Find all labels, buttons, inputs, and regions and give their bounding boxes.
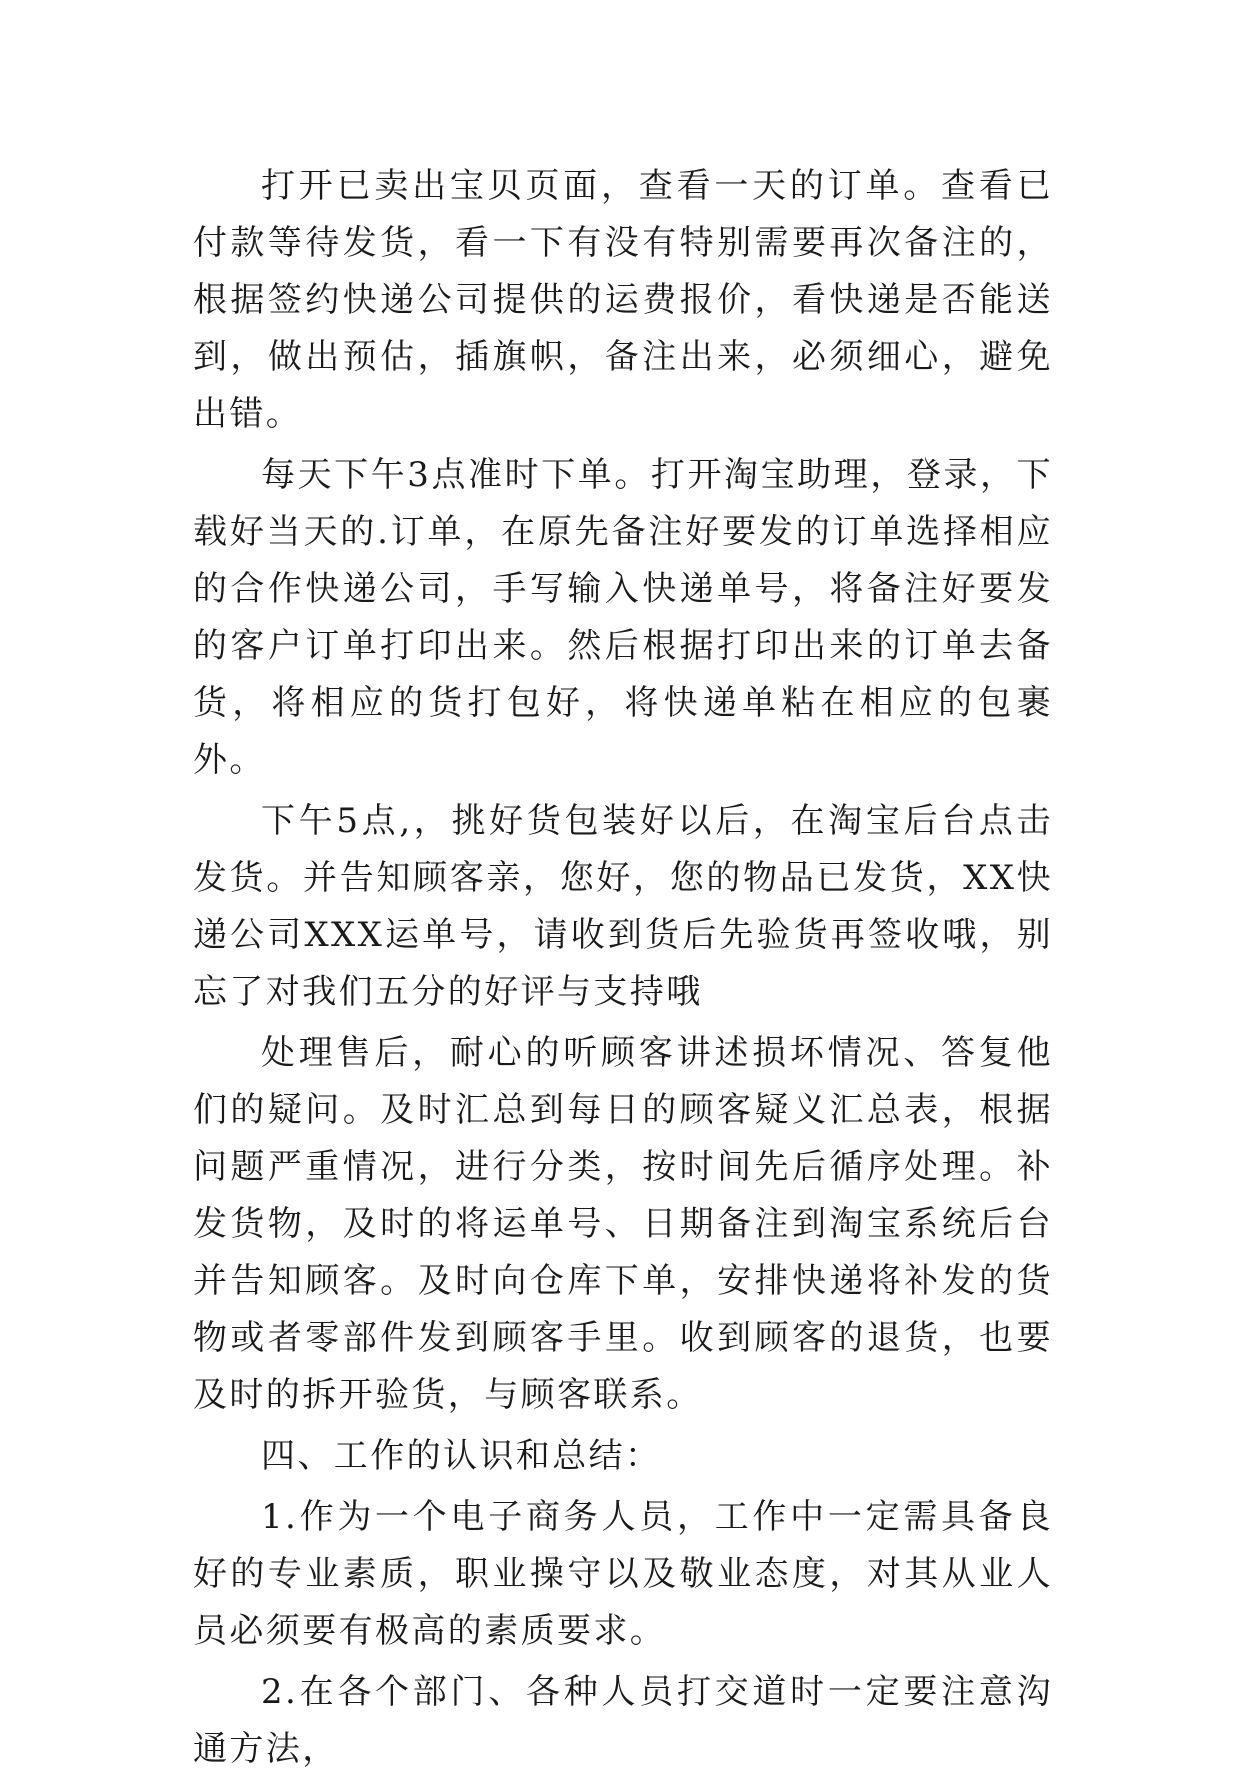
paragraph-check-orders: 打开已卖出宝贝页面，查看一天的订单。查看已付款等待发货，看一下有没有特别需要再次备注的，根据签约快递公司提供的运费报价，看快递是否能送到，做出预估，插旗帜，备注出来，必须细心，避免出错。 [193, 166, 1053, 434]
section-heading-summary: 四、工作的认识和总结： [261, 1436, 662, 1476]
paragraph-after-sales: 处理售后，耐心的听顾客讲述损坏情况、答复他们的疑问。及时汇总到每日的顾客疑义汇总表，根据问题严重情况，进行分类，按时间先后循序处理。补发货物，及时的将运单号、日期备注到淘宝系统后台并告知顾客。及时向仓库下单，安排快递将补发的货物或者零部件发到顾客手里。收到顾客的退货，也要及时的拆开验货，与顾客联系。 [193, 1033, 1053, 1415]
paragraph-daily-ordering: 每天下午3点准时下单。打开淘宝助理，登录，下载好当天的.订单，在原先备注好要发的订单选择相应的合作快递公司，手写输入快递单号，将备注好要发的客户订单打印出来。然后根据打印出来的订单去备货，将相应的货打包好，将快递单粘在相应的包裹外。 [193, 455, 1053, 780]
document-body [193, 158, 1053, 1782]
paragraph-point-2: 2.在各个部门、各种人员打交道时一定要注意沟通方法， [193, 1672, 1053, 1769]
paragraph-point-1: 1.作为一个电子商务人员，工作中一定需具备良好的专业素质，职业操守以及敬业态度，对其从业人员必须要有极高的素质要求。 [193, 1497, 1053, 1651]
paragraph-shipping-notice: 下午5点,，挑好货包装好以后，在淘宝后台点击发货。并告知顾客亲，您好，您的物品已发货，XX快递公司XXX运单号，请收到货后先验货再签收哦，别忘了对我们五分的好评与支持哦 [193, 801, 1053, 1012]
